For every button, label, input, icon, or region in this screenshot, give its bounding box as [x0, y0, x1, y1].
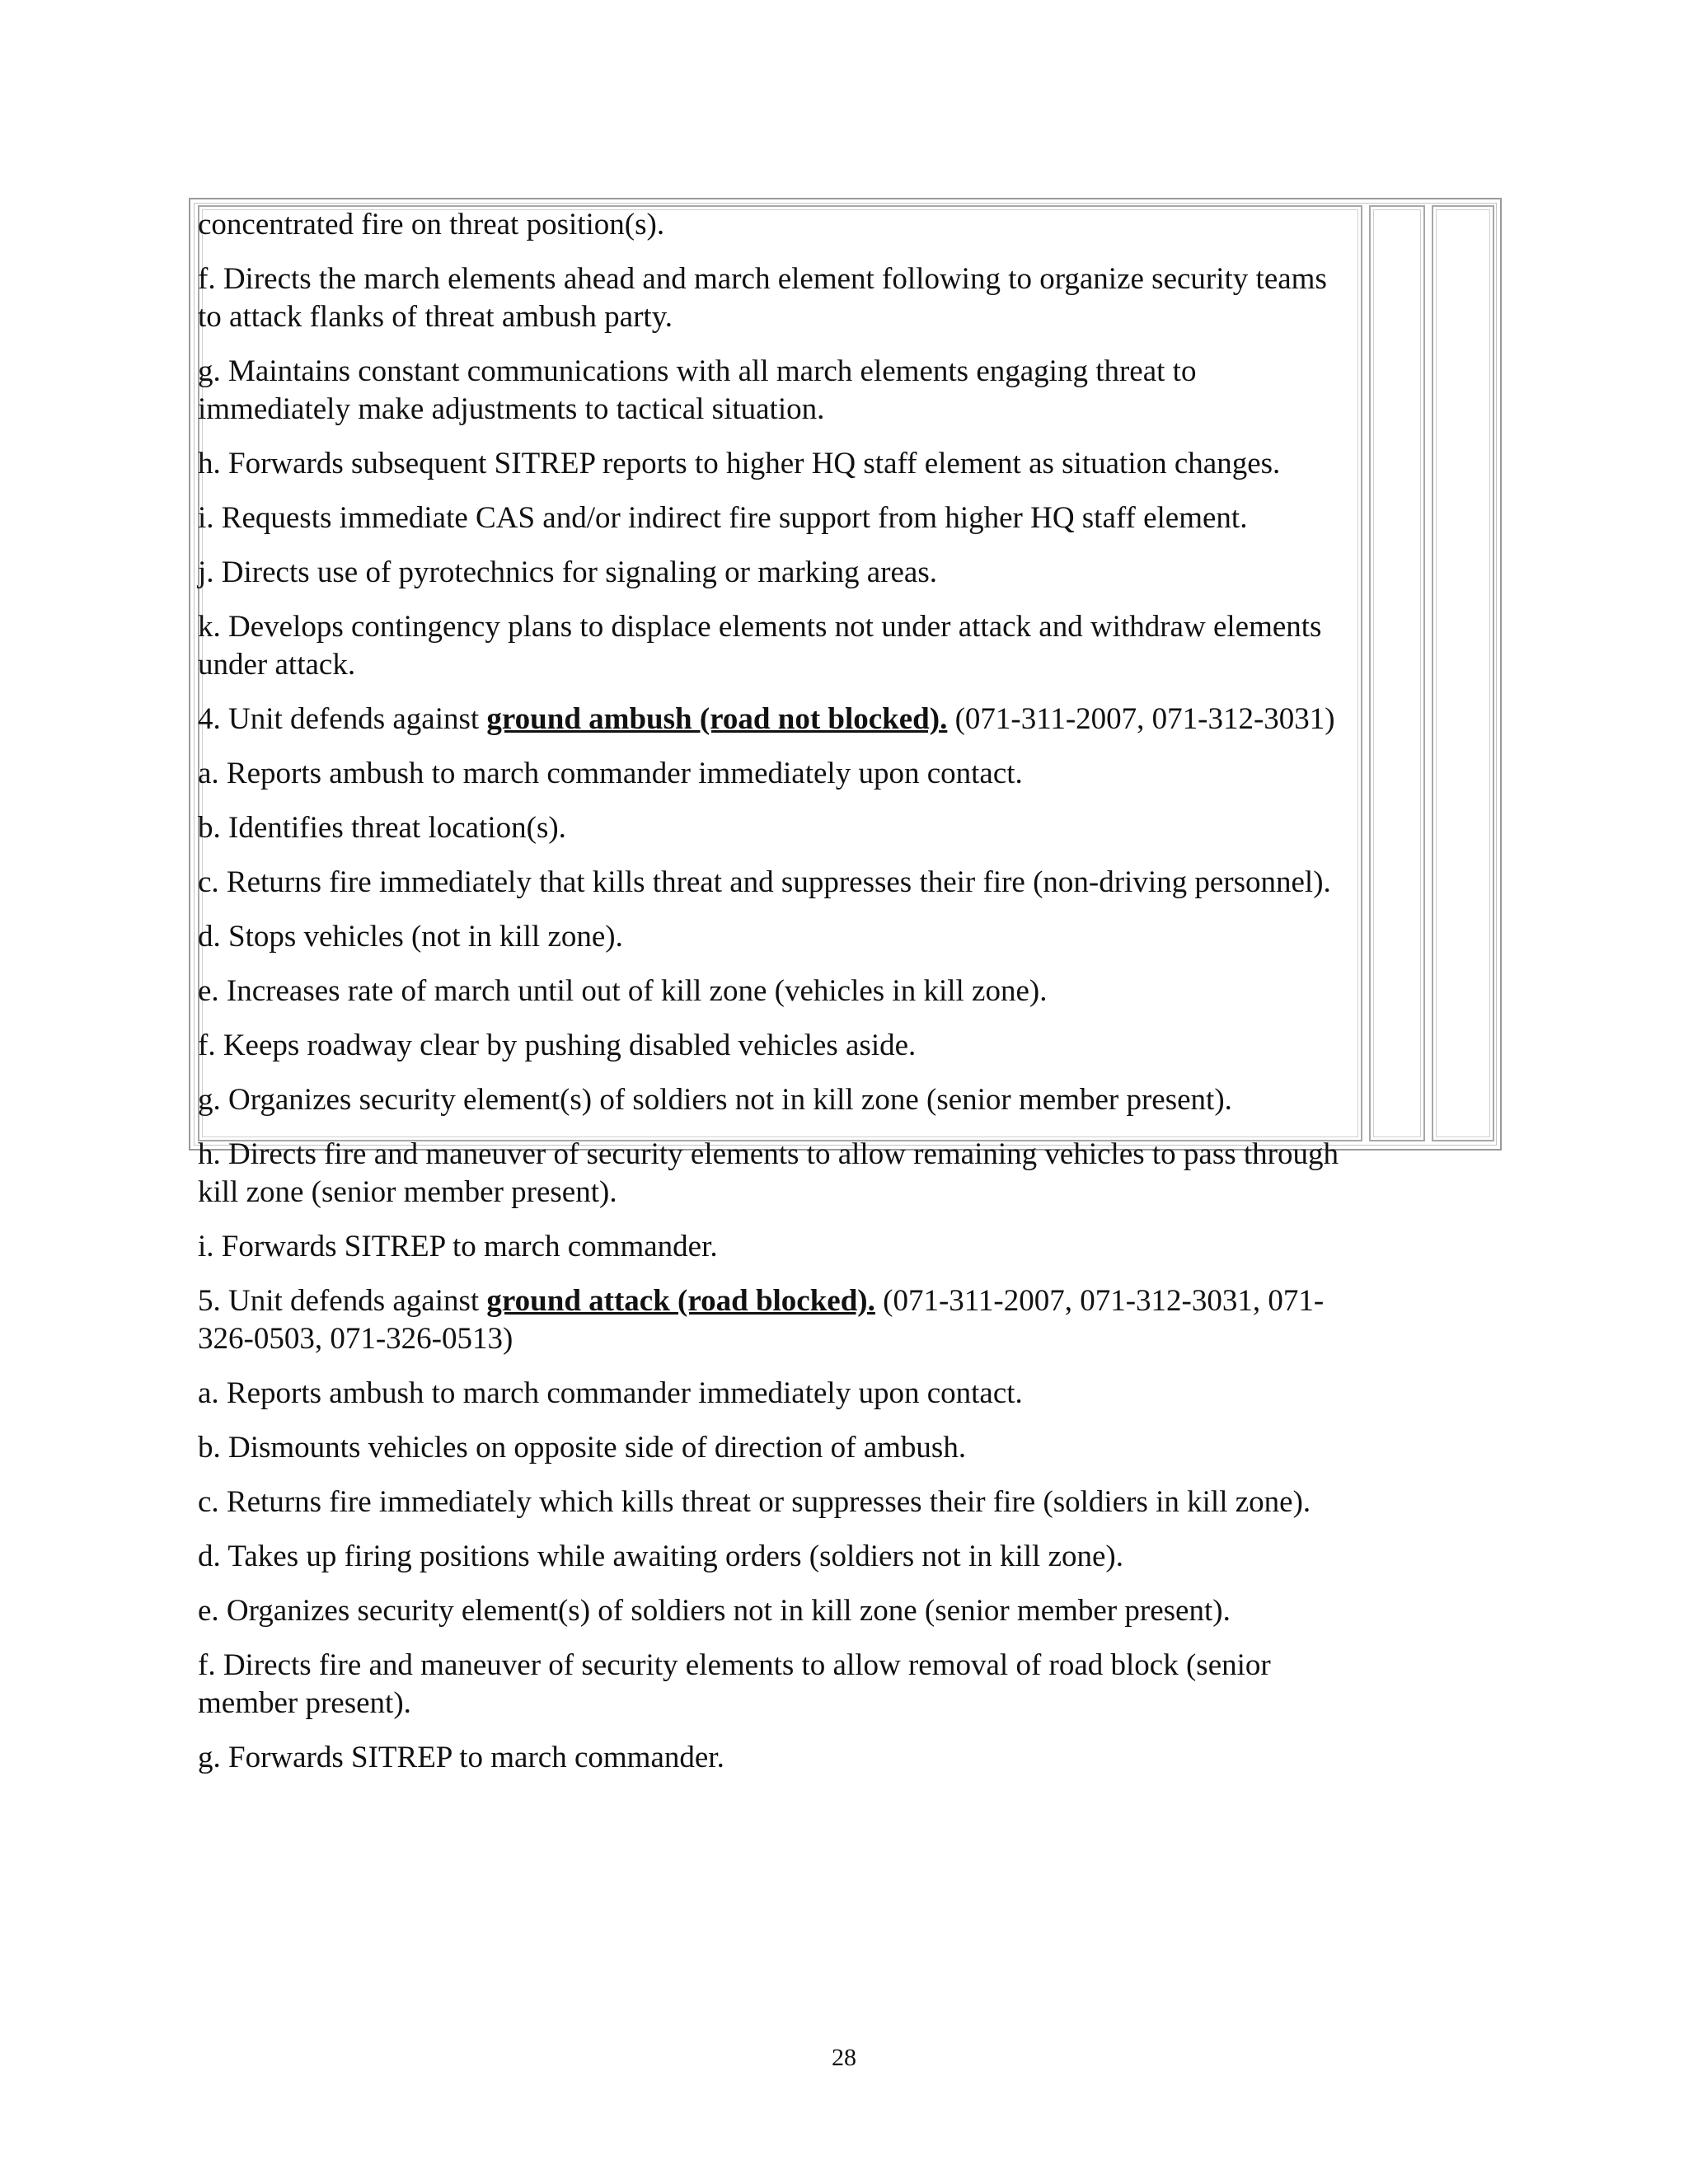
task-4-step-e: e. Increases rate of march until out of kill zone (vehicles in kill zone).	[198, 974, 1048, 1008]
task-5-step-a: a. Reports ambush to march commander immediately upon contact.	[198, 1376, 1023, 1410]
task-5-prefix: 5. Unit defends against	[198, 1284, 487, 1318]
task-4-step-h: h. Directs fire and maneuver of security elements to allow remaining vehicles to pass through kill zone (senior member present).	[198, 1137, 1339, 1209]
task-5-step-g: g. Forwards SITREP to march commander.	[198, 1741, 724, 1774]
task-5-step-e: e. Organizes security element(s) of soldiers not in kill zone (senior member present).	[198, 1594, 1231, 1628]
task-4-step-a: a. Reports ambush to march commander immediately upon contact.	[198, 757, 1023, 790]
step-g-communications: g. Maintains constant communications with all march elements engaging threat to immediately make adjustments to tactical situation.	[198, 354, 1197, 426]
step-f-security-teams: f. Directs the march elements ahead and march element following to organize security teams to attack flanks of threat ambush party.	[198, 262, 1327, 334]
go-column-cell	[1369, 205, 1425, 1141]
task-4-step-f: f. Keeps roadway clear by pushing disabled vehicles aside.	[198, 1029, 917, 1062]
step-k-contingency-plans: k. Develops contingency plans to displace elements not under attack and withdraw elements under attack.	[198, 610, 1322, 682]
task-steps-text	[198, 206, 1350, 1793]
no-go-column-cell	[1432, 205, 1494, 1141]
task-4-step-g: g. Organizes security element(s) of soldiers not in kill zone (senior member present).	[198, 1083, 1232, 1117]
task-5-references: (071-311-2007, 071-312-3031, 071-326-0503, 071-326-0513)	[198, 1284, 1325, 1356]
task-5-step-c: c. Returns fire immediately which kills threat or suppresses their fire (soldiers in kill zone).	[198, 1485, 1311, 1519]
task-4-step-d: d. Stops vehicles (not in kill zone).	[198, 920, 623, 954]
task-5-step-b: b. Dismounts vehicles on opposite side of direction of ambush.	[198, 1431, 967, 1465]
task-4-heading	[198, 701, 1350, 738]
step-h-sitrep-reports: h. Forwards subsequent SITREP reports to higher HQ staff element as situation changes.	[198, 447, 1281, 480]
task-5-heading	[198, 1282, 1350, 1358]
task-4-step-i: i. Forwards SITREP to march commander.	[198, 1230, 718, 1263]
task-5-emphasis: ground attack (road blocked).	[486, 1284, 875, 1318]
page-number: 28	[832, 2044, 856, 2071]
task-4-step-b: b. Identifies threat location(s).	[198, 811, 566, 845]
step-j-pyrotechnics: j. Directs use of pyrotechnics for signaling or marking areas.	[198, 555, 937, 589]
task-4-references: (071-311-2007, 071-312-3031)	[947, 702, 1335, 736]
step-i-cas-request: i. Requests immediate CAS and/or indirect fire support from higher HQ staff element.	[198, 501, 1248, 535]
task-5-step-f: f. Directs fire and maneuver of security elements to allow removal of road block (senior member present).	[198, 1648, 1271, 1720]
task-4-step-c: c. Returns fire immediately that kills threat and suppresses their fire (non-driving personnel).	[198, 865, 1331, 899]
task-4-prefix: 4. Unit defends against	[198, 702, 487, 736]
step-continuation: concentrated fire on threat position(s).	[198, 208, 665, 241]
task-5-step-d: d. Takes up firing positions while awaiting orders (soldiers not in kill zone).	[198, 1540, 1123, 1573]
task-4-emphasis: ground ambush (road not blocked).	[486, 702, 948, 736]
